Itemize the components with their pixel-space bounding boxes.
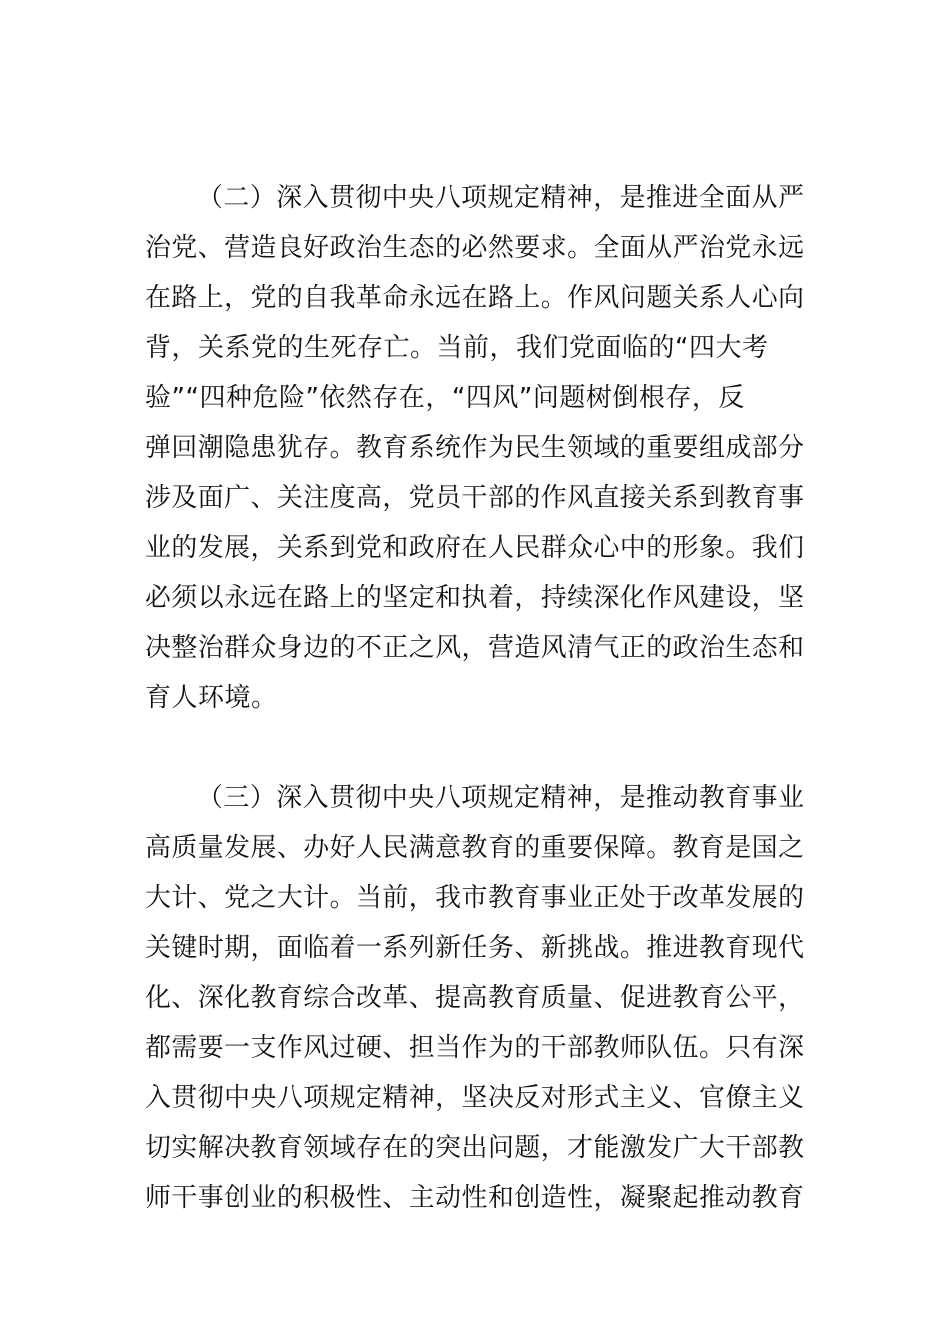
paragraph-line: 化、深化教育综合改革、提高教育质量、促进教育公平， [145, 983, 805, 1013]
paragraph-line: 弹回潮隐患犹存。教育系统作为民生领域的重要组成部分 [145, 433, 805, 463]
paragraph-line: 验”“四种危险”依然存在，“四风”问题树倒根存，反 [145, 383, 745, 413]
paragraph-line: 师干事创业的积极性、主动性和创造性，凝聚起推动教育 [145, 1183, 805, 1213]
paragraph-line: 涉及面广、关注度高，党员干部的作风直接关系到教育事 [145, 483, 805, 513]
paragraph-line: 高质量发展、办好人民满意教育的重要保障。教育是国之 [145, 833, 805, 863]
paragraph-line: 治党、营造良好政治生态的必然要求。全面从严治党永远 [145, 233, 805, 263]
paragraph-line: 大计、党之大计。当前，我市教育事业正处于改革发展的 [145, 883, 805, 913]
paragraph-line: 业的发展，关系到党和政府在人民群众心中的形象。我们 [145, 533, 805, 563]
paragraph-line: 关键时期，面临着一系列新任务、新挑战。推进教育现代 [145, 933, 805, 963]
paragraph-line: 必须以永远在路上的坚定和执着，持续深化作风建设，坚 [145, 583, 805, 613]
paragraph-line: 在路上，党的自我革命永远在路上。作风问题关系人心向 [145, 283, 805, 313]
paragraph-line: 决整治群众身边的不正之风，营造风清气正的政治生态和 [145, 633, 805, 663]
paragraph-line: 育人环境。 [145, 683, 278, 713]
paragraph-line: 背，关系党的生死存亡。当前，我们党面临的“四大考 [145, 333, 769, 363]
paragraph-line: 都需要一支作风过硬、担当作为的干部教师队伍。只有深 [145, 1033, 805, 1063]
paragraph-line: （三）深入贯彻中央八项规定精神，是推动教育事业 [197, 783, 805, 813]
paragraph-line: 切实解决教育领域存在的突出问题，才能激发广大干部教 [145, 1133, 805, 1163]
paragraph-line: 入贯彻中央八项规定精神，坚决反对形式主义、官僚主义 [145, 1083, 805, 1113]
paragraph-line: （二）深入贯彻中央八项规定精神，是推进全面从严 [197, 183, 805, 213]
